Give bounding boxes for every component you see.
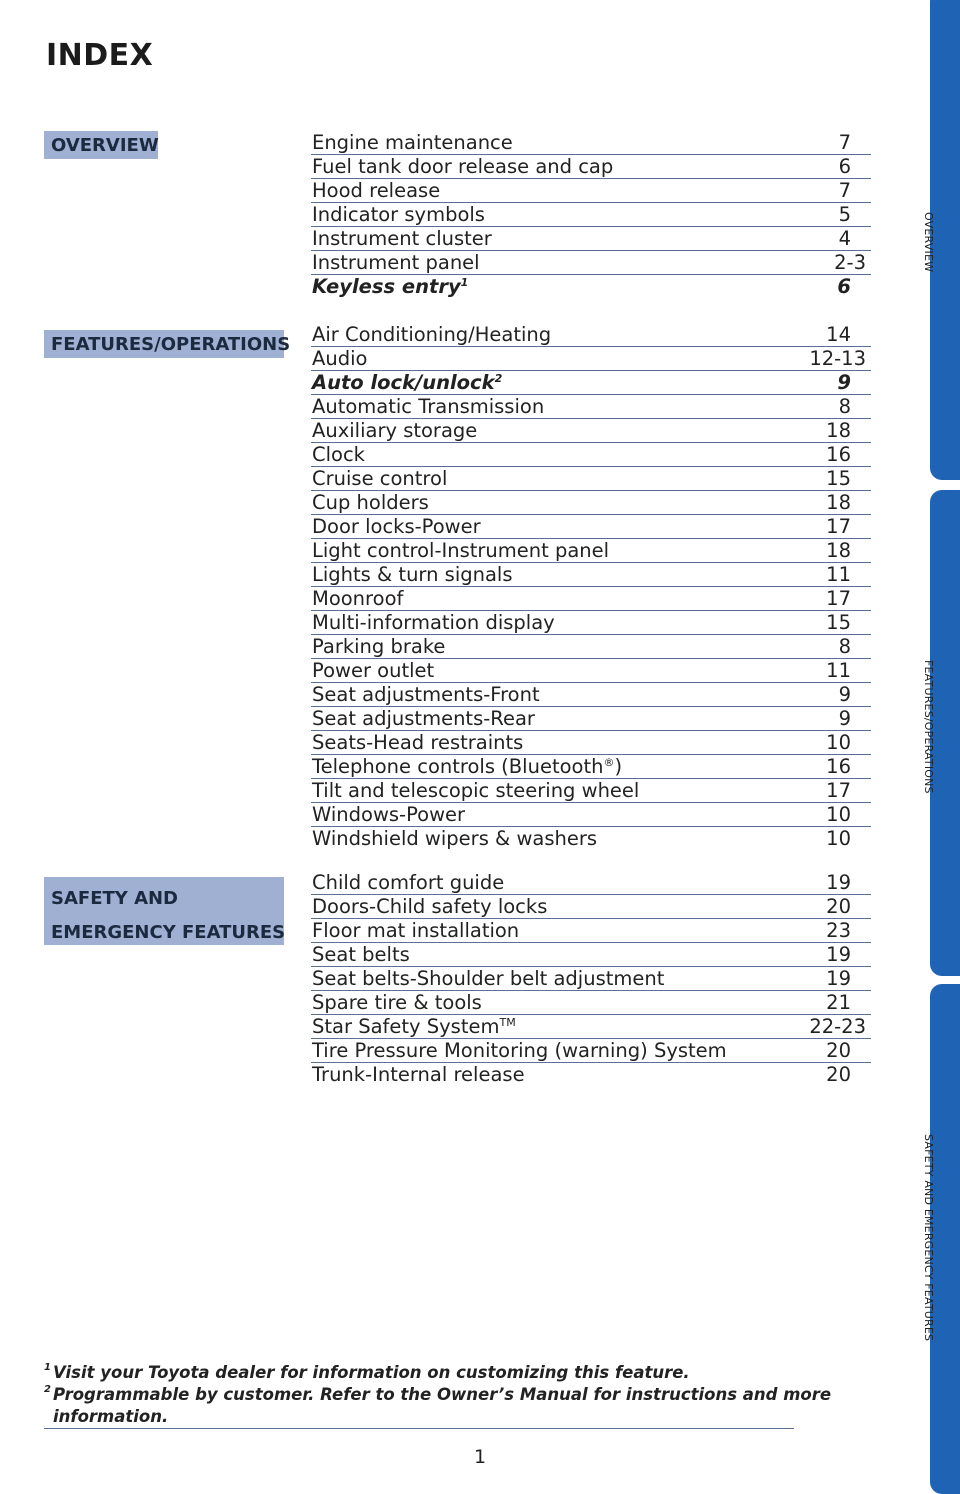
index-entry-name [312,611,555,635]
index-entry-page: 10 [826,803,851,826]
index-entry-name [312,491,429,515]
index-entry-name [312,371,502,395]
footnote-1 [44,1362,844,1384]
index-entry-superscript: 2 [494,372,503,385]
index-entry-name [312,943,410,967]
index-entry-name [312,395,544,419]
index-entry-page: 9 [837,371,851,394]
index-entry-page: 10 [826,731,851,754]
index-entry [311,635,871,659]
index-entry-text: Seat belts-Shoulder belt adjustment [312,967,665,990]
index-entry-name [312,707,535,731]
page-title: INDEX [46,38,154,73]
index-entry-name [312,515,481,539]
index-entry-text: Lights & turn signals [312,563,513,586]
index-entry-page: 19 [826,967,851,990]
index-entry-text: Multi-information display [312,611,555,634]
index-list-overview [311,131,871,299]
index-entry [311,895,871,919]
section-label-text: SAFETY AND [51,888,179,909]
index-entry-text: Trunk-Internal release [312,1063,525,1086]
index-entry-page: 18 [826,419,851,442]
index-entry-page: 20 [826,1039,851,1062]
index-entry-page: 6 [837,275,851,298]
index-entry [311,1063,871,1087]
index-entry-name [312,635,445,659]
index-entry-text: Telephone controls (Bluetooth [312,755,604,778]
index-entry-text: Doors-Child safety locks [312,895,548,918]
index-entry [311,491,871,515]
index-entry-text: Moonroof [312,587,404,610]
index-entry-text: Child comfort guide [312,871,505,894]
index-entry-text: Auxiliary storage [312,419,478,442]
index-entry-name [312,683,540,707]
section-label-overview [44,131,158,159]
index-list-features-operations [311,323,871,851]
index-entry [311,563,871,587]
index-entry-name [312,419,477,443]
index-entry-text: Tilt and telescopic steering wheel [312,779,640,802]
index-entry-page: 20 [826,895,851,918]
section-label-text: OVERVIEW [51,135,159,156]
index-entry-text: Spare tire & tools [312,991,482,1014]
index-entry-superscript: ® [603,756,615,769]
index-entry-name [312,871,504,895]
index-entry-text: Auto lock/unlock [312,371,495,394]
index-entry-page: 4 [838,227,851,250]
index-entry-name [312,659,434,683]
index-entry [311,203,871,227]
index-entry [311,967,871,991]
index-entry-text: Cruise control [312,467,448,490]
index-entry-name [312,347,367,371]
footer-divider [44,1428,794,1429]
index-entry-page: 17 [826,587,851,610]
index-entry [311,659,871,683]
index-entry-page: 18 [826,539,851,562]
footnote-marker: 2 [44,1384,51,1395]
index-entry-text: Light control-Instrument panel [312,539,610,562]
page-number: 1 [473,1446,487,1468]
index-entry-name [312,803,465,827]
index-entry-text: Seat belts [312,943,410,966]
index-entry-name [312,755,622,779]
index-entry-page: 22-23 [809,1015,866,1038]
index-entry [311,227,871,251]
index-entry-name [312,467,447,491]
index-entry [311,395,871,419]
footnote-marker: 1 [44,1362,51,1373]
index-entry-name [312,967,664,991]
section-label-text: FEATURES/OPERATIONS [51,334,291,355]
index-entry [311,1015,871,1039]
index-entry-name [312,275,468,299]
index-entry-name [312,227,492,251]
index-entry-page: 17 [826,515,851,538]
index-entry-text: Seats-Head restraints [312,731,524,754]
index-entry-text: Hood release [312,179,441,202]
index-entry-text: Seat adjustments-Front [312,683,540,706]
index-entry-page: 15 [826,611,851,634]
index-entry-page: 2-3 [834,251,866,274]
index-entry-text: Fuel tank door release and cap [312,155,614,178]
index-entry-page: 20 [826,1063,851,1086]
index-entry-page: 8 [838,635,851,658]
footnotes [44,1362,844,1428]
index-entry [311,323,871,347]
index-entry [311,943,871,967]
index-entry-page: 16 [826,443,851,466]
index-entry-name [312,323,551,347]
index-entry-page: 19 [826,943,851,966]
index-entry-text: Floor mat installation [312,919,520,942]
index-entry [311,919,871,943]
footnote-2 [44,1384,844,1428]
index-entry [311,515,871,539]
index-entry-text: Clock [312,443,365,466]
section-label-features-operations [44,330,291,358]
index-entry [311,991,871,1015]
side-tab-label-features-operations: FEATURES/OPERATIONS [922,660,935,794]
index-entry-text: Instrument panel [312,251,480,274]
index-entry-text: Windshield wipers & washers [312,827,598,850]
index-entry-text-tail: ) [614,755,623,778]
index-entry-text: Audio [312,347,368,370]
index-entry [311,803,871,827]
index-entry [311,131,871,155]
index-entry-page: 21 [826,991,851,1014]
index-entry-name [312,1063,525,1087]
index-entry [311,155,871,179]
index-entry-page: 18 [826,491,851,514]
index-entry-page: 17 [826,779,851,802]
index-entry-page: 11 [826,563,851,586]
index-entry-name [312,991,482,1015]
section-label-safety-emergency [44,877,284,945]
index-entry-name [312,443,365,467]
index-entry-name [312,779,639,803]
index-entry-page: 7 [838,131,851,154]
index-entry-page: 14 [826,323,851,346]
index-entry-text: Parking brake [312,635,446,658]
index-entry-name [312,919,519,943]
index-entry-page: 16 [826,755,851,778]
index-entry-page: 8 [838,395,851,418]
index-entry-text: Star Safety System [312,1015,500,1038]
index-entry [311,707,871,731]
index-entry [311,779,871,803]
side-tab-bar [900,0,960,1484]
index-entry-page: 6 [838,155,851,178]
index-entry [311,467,871,491]
index-entry [311,683,871,707]
side-tab-label-safety-emergency: SAFETY AND EMERGENCY FEATURES [922,1134,935,1342]
index-entry-name [312,179,440,203]
index-entry-superscript: 1 [460,276,469,289]
index-entry-name [312,539,609,563]
index-entry-page: 9 [838,683,851,706]
index-entry-text: Door locks-Power [312,515,481,538]
index-entry-page: 10 [826,827,851,850]
index-entry [311,419,871,443]
footnote-text: Visit your Toyota dealer for information on customizing this feature. [53,1363,690,1382]
index-entry-text: Engine maintenance [312,131,513,154]
index-entry-name [312,155,613,179]
index-entry-name [312,731,523,755]
index-entry-text: Tire Pressure Monitoring (warning) System [312,1039,727,1062]
index-entry [311,1039,871,1063]
index-entry [311,179,871,203]
index-entry-text: Air Conditioning/Heating [312,323,552,346]
index-list-safety-emergency [311,871,871,1087]
index-entry-text: Cup holders [312,491,429,514]
index-entry [311,251,871,275]
index-entry [311,371,871,395]
index-entry-text: Windows-Power [312,803,466,826]
index-entry-superscript: TM [499,1016,516,1029]
index-entry [311,611,871,635]
footnote-text: Programmable by customer. Refer to the Owner’s Manual for instructions and more [53,1385,832,1404]
index-entry [311,443,871,467]
index-entry-page: 7 [838,179,851,202]
index-entry-name [312,1015,516,1039]
index-entry-name [312,251,480,275]
index-entry-page: 5 [838,203,851,226]
index-entry [311,871,871,895]
section-label-text: EMERGENCY FEATURES [51,922,286,943]
index-entry-name [312,563,513,587]
index-entry-name [312,587,403,611]
index-entry-page: 23 [826,919,851,942]
index-entry-text: Automatic Transmission [312,395,545,418]
index-entry-name [312,827,597,851]
index-entry [311,587,871,611]
index-entry-page: 9 [838,707,851,730]
index-entry-page: 15 [826,467,851,490]
index-entry [311,347,871,371]
index-entry [311,827,871,851]
index-entry-text: Indicator symbols [312,203,485,226]
index-entry-page: 19 [826,871,851,894]
index-entry-name [312,895,547,919]
index-entry-name [312,1039,727,1063]
index-entry-text: Seat adjustments-Rear [312,707,535,730]
index-entry-text: Power outlet [312,659,435,682]
footnote-continuation: information. [53,1407,169,1426]
index-entry-text: Keyless entry [312,275,461,298]
index-entry-page: 12-13 [809,347,866,370]
index-entry [311,539,871,563]
index-entry [311,755,871,779]
index-entry-name [312,131,513,155]
side-tab-label-overview: OVERVIEW [922,212,935,273]
index-entry-page: 11 [826,659,851,682]
index-entry [311,731,871,755]
index-entry [311,275,871,299]
index-entry-name [312,203,485,227]
index-entry-text: Instrument cluster [312,227,492,250]
